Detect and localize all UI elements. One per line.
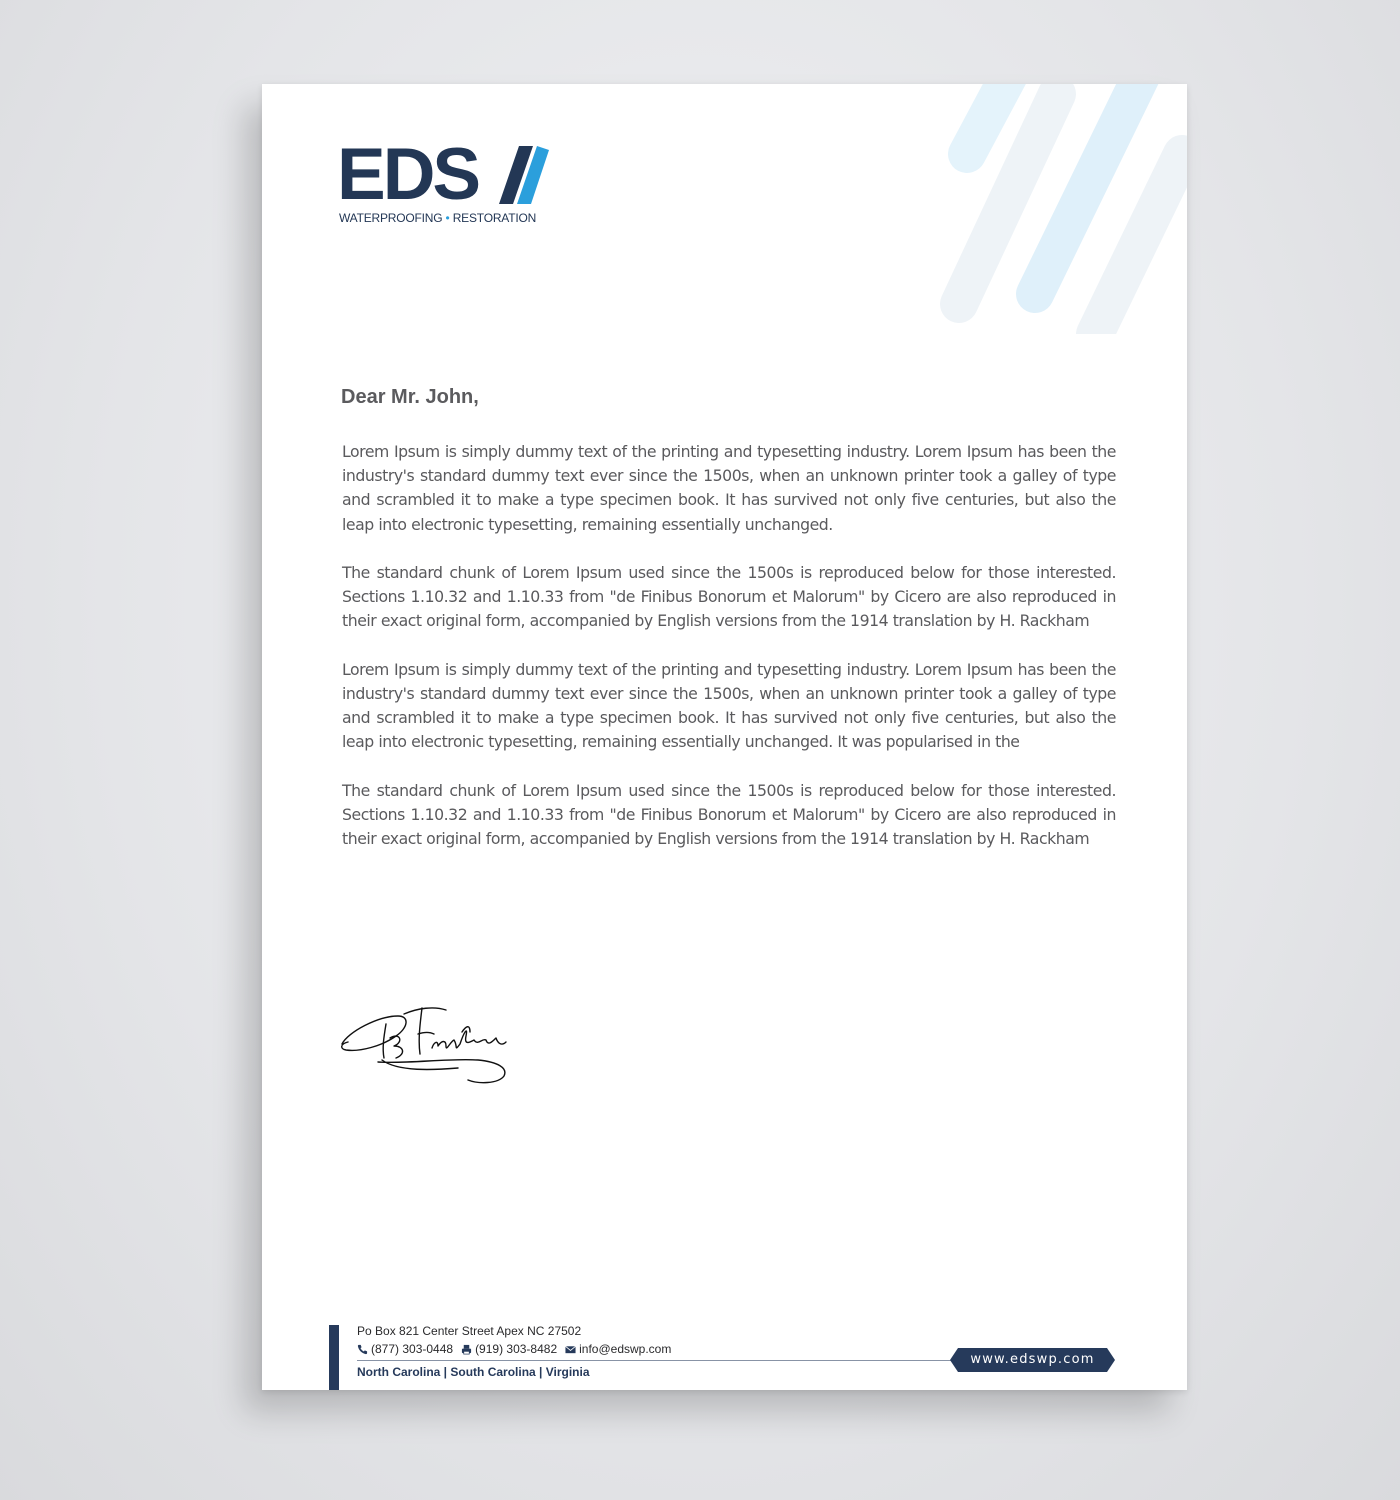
phone-icon <box>357 1344 368 1355</box>
footer-fax <box>461 1342 557 1356</box>
tagline-restoration: RESTORATION <box>452 211 537 225</box>
footer-contacts <box>357 1342 675 1356</box>
letterhead-sheet <box>262 84 1187 1390</box>
logo-wordmark: EDS <box>337 134 479 215</box>
phone-number[interactable]: (877) 303-0448 <box>371 1342 454 1356</box>
salutation: Dear Mr. John, <box>341 386 479 408</box>
website-badge[interactable] <box>950 1348 1115 1372</box>
paragraph-4: The standard chunk of Lorem Ipsum used since the 1500s is reproduced below for those interested. Sections 1.10.32 and 1.10.33 from "de Finibus Bonorum et Malorum" by Cicero are also reproduced in their exact original form, accompanied by English versions from the 1914 translation by H. Rackham <box>342 780 1116 849</box>
email-icon <box>565 1344 576 1355</box>
footer-states: North Carolina | South Carolina | Virginia <box>357 1365 590 1379</box>
fax-icon <box>461 1344 472 1355</box>
logo-slashes-icon <box>493 146 549 204</box>
website-link[interactable]: www.edswp.com <box>970 1352 1095 1367</box>
tagline-waterproofing: WATERPROOFING <box>339 211 443 225</box>
decorative-stripes <box>937 84 1187 334</box>
paragraph-1: Lorem Ipsum is simply dummy text of the printing and typesetting industry. Lorem Ipsum has been the industry's standard dummy text ever since the 1500s, when an unknown printer took a galley of type and scrambled it to make a type specimen book. It has survived not only five centuries, but also the leap into electronic typesetting, remaining essentially unchanged. <box>342 442 1116 534</box>
footer-address: Po Box 821 Center Street Apex NC 27502 <box>357 1324 582 1338</box>
tagline-separator: • <box>445 211 450 225</box>
footer-phone <box>357 1342 453 1356</box>
email-address[interactable]: info@edswp.com <box>579 1342 672 1356</box>
signature-icon <box>338 1002 518 1094</box>
logo-tagline <box>339 211 536 225</box>
paragraph-2: The standard chunk of Lorem Ipsum used since the 1500s is reproduced below for those interested. Sections 1.10.32 and 1.10.33 from "de Finibus Bonorum et Malorum" by Cicero are also reproduced in their exact original form, accompanied by English versions from the 1914 translation by H. Rackham <box>342 563 1116 631</box>
company-logo <box>337 134 557 232</box>
fax-number[interactable]: (919) 303-8482 <box>475 1342 558 1356</box>
footer-accent-bar <box>329 1325 339 1390</box>
footer-divider <box>357 1360 957 1361</box>
paragraph-3: Lorem Ipsum is simply dummy text of the printing and typesetting industry. Lorem Ipsum has been the industry's standard dummy text ever since the 1500s, when an unknown printer took a galley of type and scrambled it to make a type specimen book. It has survived not only five centuries, but also the leap into electronic typesetting, remaining essentially unchanged. It was popularised in the <box>342 659 1116 752</box>
footer-email <box>565 1342 671 1356</box>
letter-body <box>342 440 1116 876</box>
